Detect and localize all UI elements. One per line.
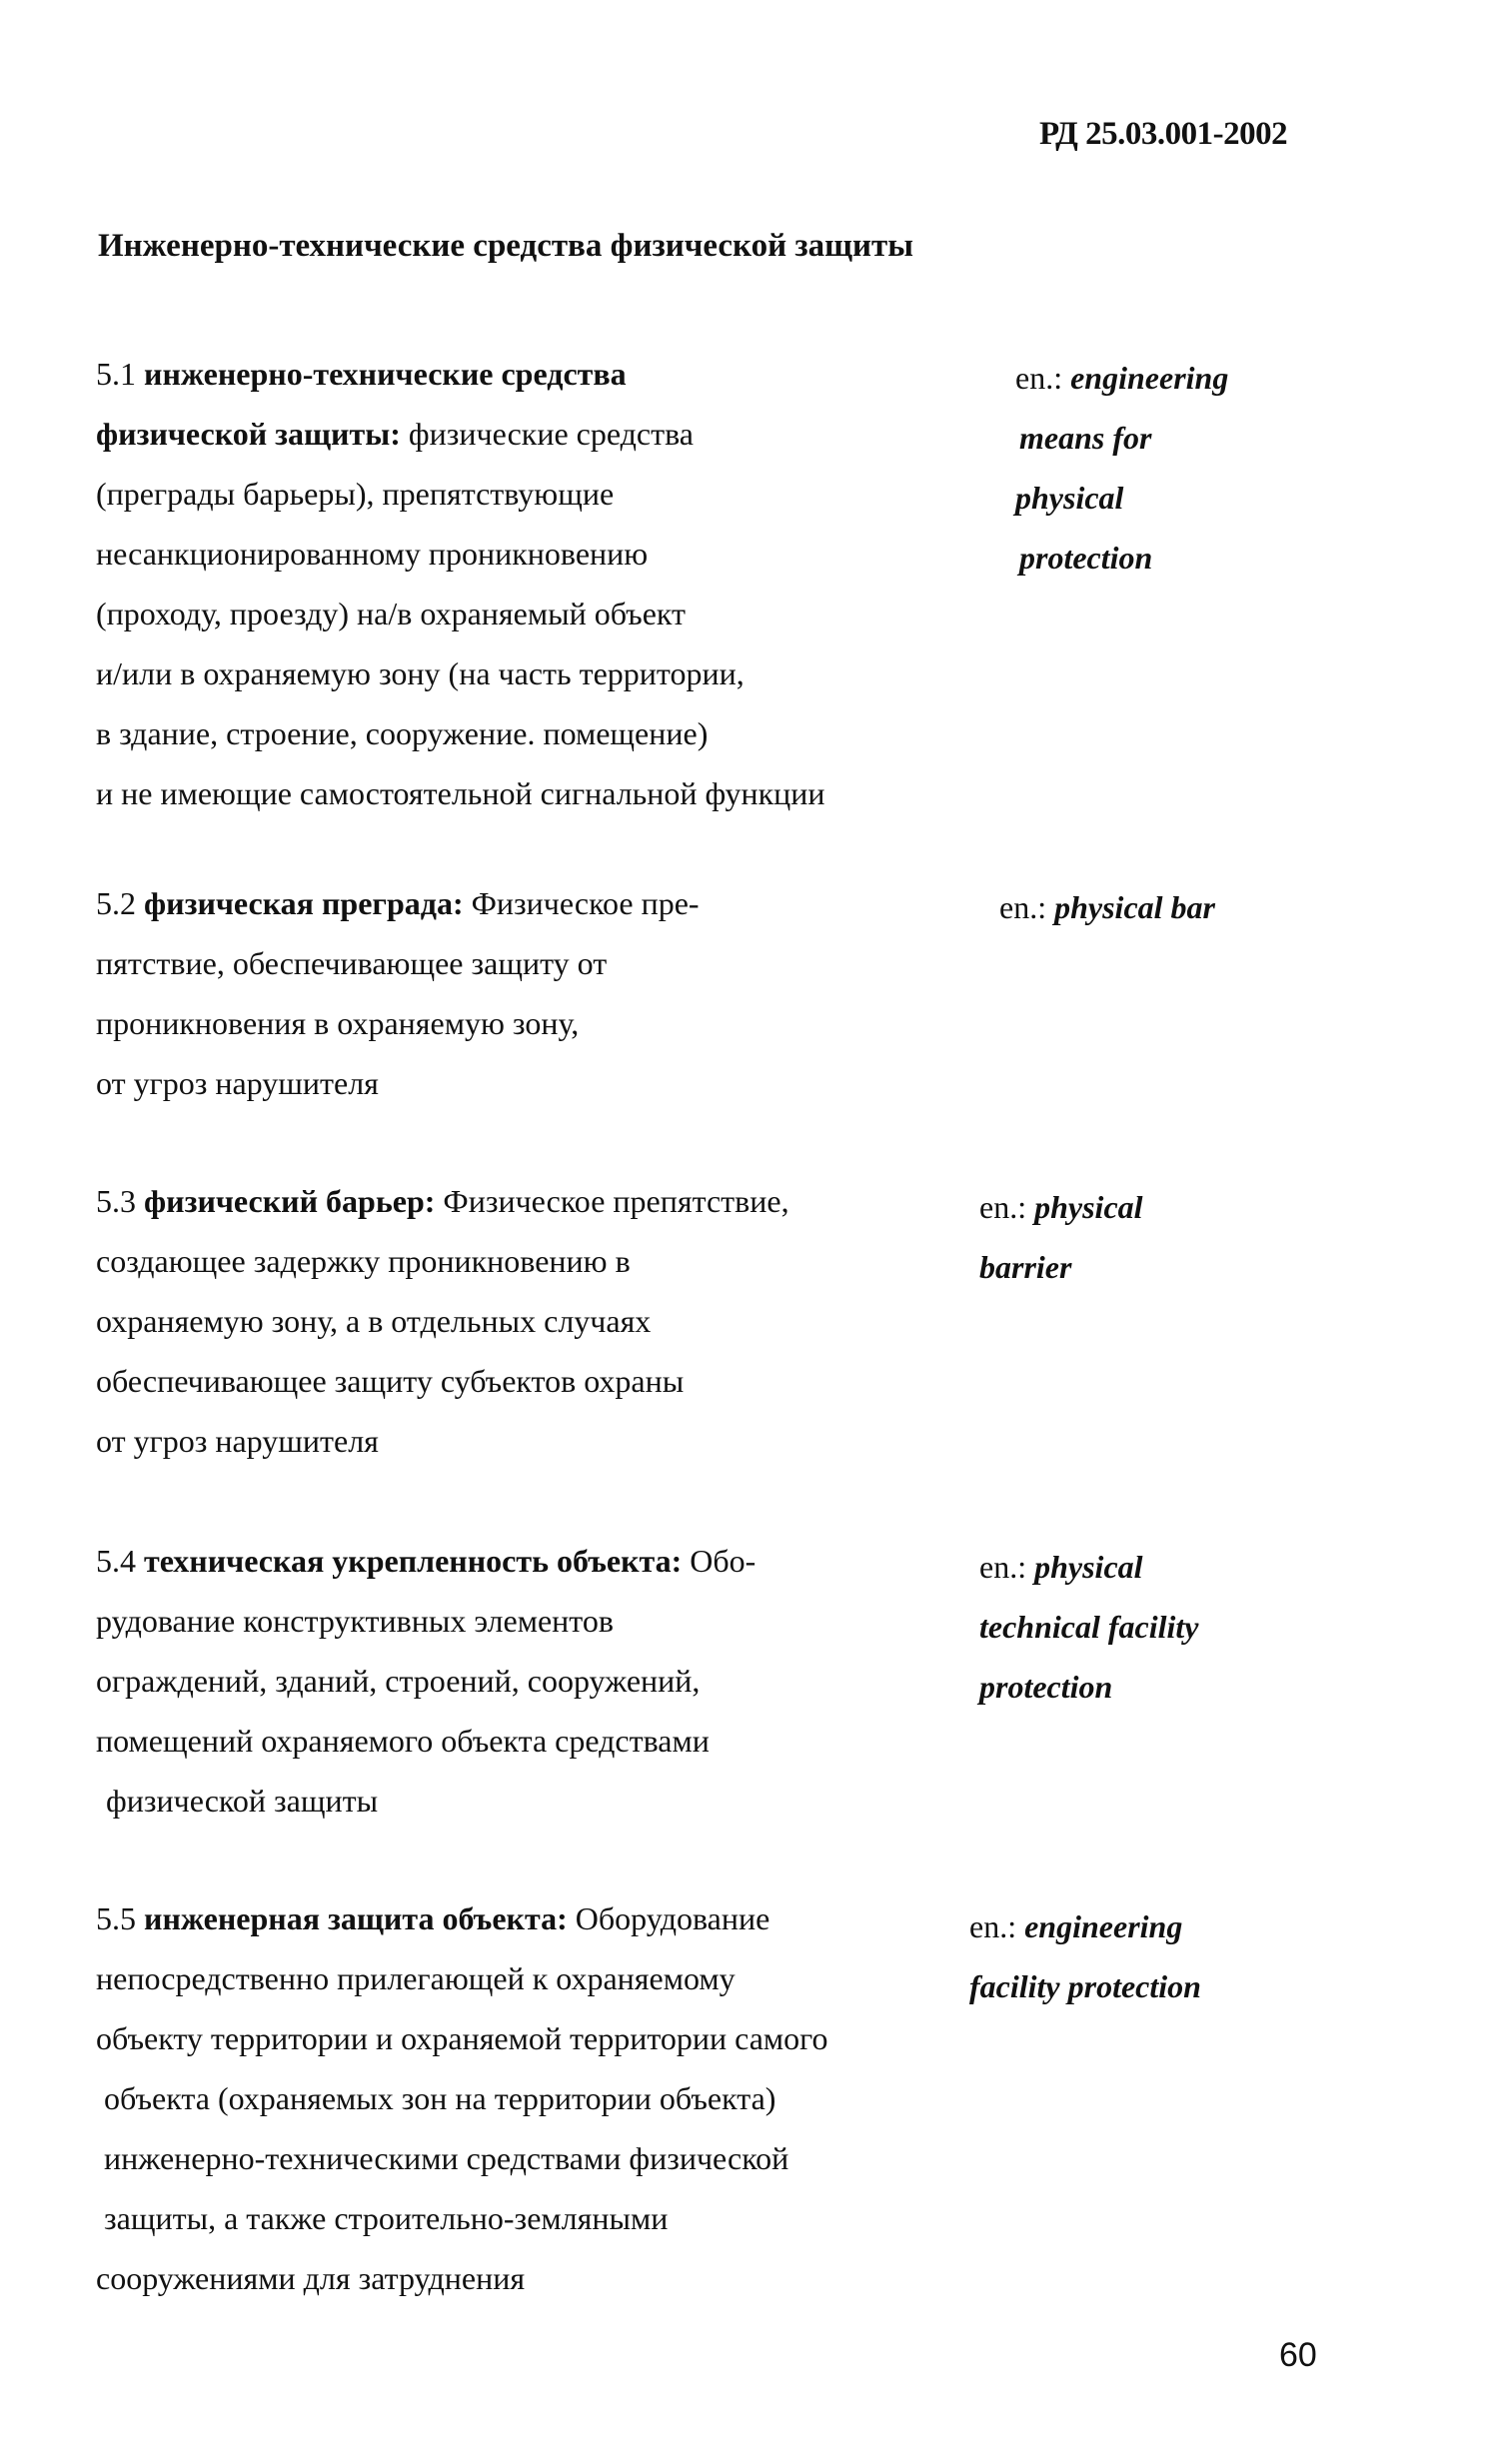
en-prefix: en.: [979,1549,1027,1585]
en-term: physical bar [1054,889,1215,925]
term-line [96,404,955,464]
term-line [96,1411,955,1471]
term-text: Оборудование [567,1900,770,1936]
en-line [979,1597,1199,1657]
term-text: непосредственно прилегающей к охраняемому [96,1960,736,1996]
term-name: физический барьер: [144,1183,436,1219]
term-text: обеспечивающее защиту субъектов охраны [96,1363,685,1399]
en-prefix: en.: [999,889,1047,925]
term-text: (проходу, проезду) на/в охраняемый объект [96,596,687,631]
term-line [96,2068,955,2128]
term-line [96,464,955,524]
term-text: в здание, строение, сооружение. помещение) [96,715,709,751]
term-number: 5.2 [96,885,136,921]
term-text: от угроз нарушителя [96,1423,379,1459]
term-line [96,2188,955,2248]
en-line [979,1177,1143,1237]
term-text: пятствие, обеспечивающее защиту от [96,945,608,981]
term-text: Физическое препятствие, [435,1183,789,1219]
en-line [979,1537,1199,1597]
english-equivalent-5-4 [979,1537,1199,1717]
term-text: помещений охраняемого объекта средствами [96,1723,710,1759]
term-line [96,1053,955,1113]
term-line [96,1291,955,1351]
en-prefix: en.: [1015,360,1063,396]
en-term: physical [1034,1549,1143,1585]
term-5-5 [96,1888,955,2308]
term-line [96,1888,955,1948]
term-text: рудование конструктивных элементов [96,1603,614,1639]
term-line [96,1651,955,1711]
en-term: technical facility [979,1609,1199,1645]
term-line [96,2128,955,2188]
term-name: техническая укрепленность объекта: [144,1543,683,1579]
term-line [96,1711,955,1771]
term-text: создающее задержку проникновению в [96,1243,631,1279]
term-text: и/или в охраняемую зону (на часть территории, [96,655,744,691]
term-text: защиты, а также строительно-земляными [104,2200,669,2236]
term-text: и не имеющие самостоятельной сигнальной функции [96,775,825,811]
term-text: Обо- [682,1543,756,1579]
term-text: ограждений, зданий, строений, сооружений, [96,1663,701,1699]
term-number: 5.5 [96,1900,136,1936]
term-line [96,1231,955,1291]
term-text: проникновения в охраняемую зону, [96,1005,580,1041]
en-line [1015,528,1228,588]
term-number: 5.1 [96,356,136,392]
term-line [96,763,955,823]
term-line [96,703,955,763]
en-line [969,1956,1201,2016]
term-text: (преграды барьеры), препятствующие [96,476,615,512]
term-text: от угроз нарушителя [96,1065,379,1101]
term-line [96,1948,955,2008]
en-line [1015,408,1228,468]
term-name: физической защиты: [96,416,401,452]
term-text: охраняемую зону, а в отдельных случаях [96,1303,652,1339]
english-equivalent-5-1 [1015,348,1228,588]
term-line [96,344,955,404]
document-code: РД 25.03.001-2002 [1039,116,1288,152]
term-line [96,1351,955,1411]
term-text: несанкционированному проникновению [96,536,649,572]
term-text: инженерно-техническими средствами физической [104,2140,789,2176]
en-term: facility protection [969,1968,1201,2004]
en-line [979,1237,1143,1297]
en-line [999,877,1215,937]
term-line [96,1531,955,1591]
term-number: 5.4 [96,1543,136,1579]
en-term: engineering [1070,360,1229,396]
section-title: Инженерно-технические средства физической защиты [98,228,914,264]
term-name: физическая преграда: [144,885,464,921]
term-name: инженерная защита объекта: [144,1900,568,1936]
term-line [96,933,955,993]
term-5-4 [96,1531,955,1831]
en-prefix: en.: [969,1908,1017,1944]
en-line [979,1657,1199,1717]
page-number: 60 [1279,2336,1317,2374]
en-term: protection [1019,540,1153,576]
term-text: объекту территории и охраняемой территории самого [96,2020,828,2056]
english-equivalent-5-3 [979,1177,1143,1297]
term-line [96,584,955,643]
term-line [96,2008,955,2068]
term-5-3 [96,1171,955,1471]
term-line [96,873,955,933]
en-term: means for [1019,420,1152,456]
en-line [1015,348,1228,408]
term-line [96,1771,955,1831]
term-line [96,524,955,584]
term-text: сооружениями для затруднения [96,2260,526,2296]
term-line [96,993,955,1053]
en-term: physical [1015,480,1124,516]
en-line [1015,468,1228,528]
en-term: physical [1034,1189,1143,1225]
term-text: Физическое пре- [463,885,700,921]
term-5-2 [96,873,955,1113]
term-number: 5.3 [96,1183,136,1219]
term-line [96,643,955,703]
term-text: физической защиты [106,1783,379,1819]
english-equivalent-5-5 [969,1896,1201,2016]
term-name: инженерно-технические средства [144,356,627,392]
en-prefix: en.: [979,1189,1027,1225]
english-equivalent-5-2 [999,877,1215,937]
term-text: физические средства [400,416,694,452]
en-term: protection [979,1669,1113,1705]
term-5-1 [96,344,955,823]
en-term: engineering [1024,1908,1183,1944]
term-line [96,1171,955,1231]
term-text: объекта (охраняемых зон на территории объекта) [104,2080,776,2116]
term-line [96,2248,955,2308]
term-line [96,1591,955,1651]
en-term: barrier [979,1249,1072,1285]
en-line [969,1896,1201,1956]
